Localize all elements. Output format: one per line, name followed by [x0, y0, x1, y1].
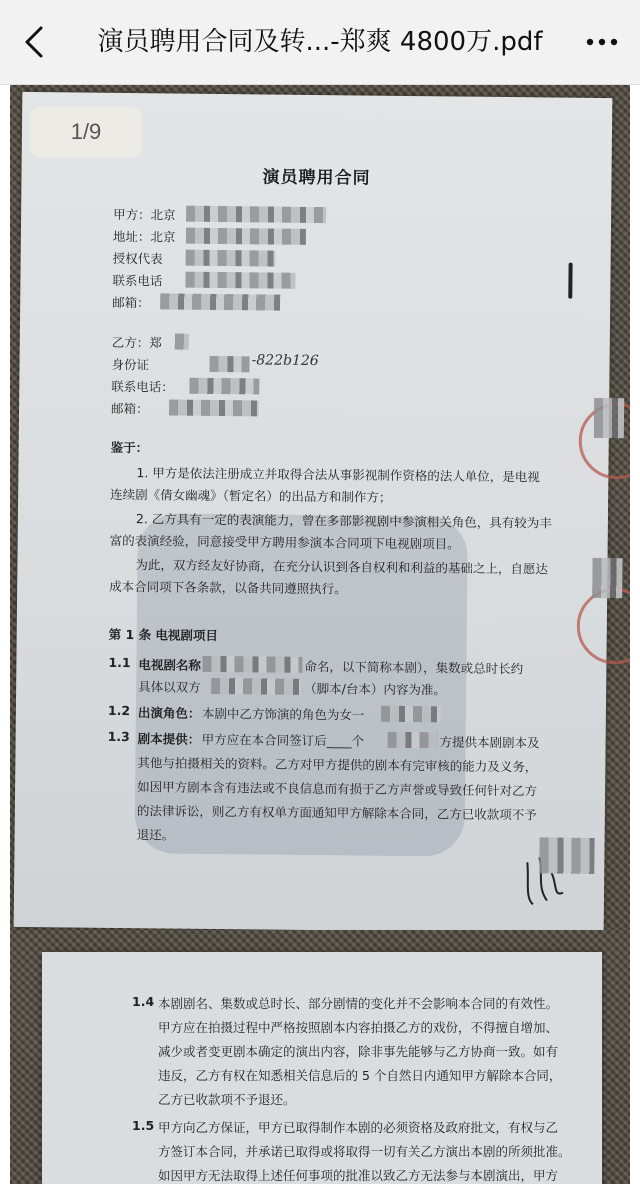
party-a-address-label: 地址：北京: [112, 228, 176, 245]
clause-1-1-text: 命名，以下简称本剧），集数或总时长约: [304, 658, 524, 677]
redaction-block: [169, 399, 259, 416]
clause-1-3-line-3: 如因甲方剧本含有违法或不良信息而有损于乙方声誉或导致任何针对乙方: [137, 779, 538, 799]
party-a-rep-label: 授权代表: [112, 250, 163, 267]
redaction-block: [189, 378, 259, 395]
party-b-name-label: 乙方：郑: [111, 334, 162, 351]
clause-1-5-number: 1.5: [132, 1118, 155, 1133]
clause-1-5-line-1: 甲方向乙方保证，甲方已取得制作本剧的必须资格及政府批文，有权与乙: [158, 1120, 559, 1135]
whereas-1-line-2: 连续剧《倩女幽魂》（暂定名）的出品方和制作方；: [110, 486, 392, 505]
article-1-heading: 第 1 条 电视剧项目: [108, 626, 219, 644]
pdf-page-1[interactable]: [10, 85, 630, 940]
clause-1-5-line-2: 方签订本合同，并承诺已取得或将取得一切有关乙方演出本剧的所须批准。: [158, 1144, 571, 1159]
clause-1-4-number: 1.4: [132, 994, 155, 1009]
redaction-block: [381, 706, 441, 723]
clause-1-1-line-2-end: （脚本/台本）内容为准。: [304, 680, 446, 698]
redaction-block: [175, 334, 189, 350]
clause-1-1-number: 1.1: [108, 654, 131, 671]
clause-1-4-line-3: 减少或者变更剧本确定的演出内容，除非事先能够与乙方协商一致。如有: [158, 1044, 559, 1059]
party-a-phone-label: 联系电话: [112, 272, 163, 289]
more-options-button[interactable]: [582, 26, 622, 58]
clause-1-5-line-3: 如因甲方无法取得上述任何事项的批准以致乙方无法参与本剧演出，甲方: [158, 1168, 559, 1183]
chevron-left-icon: [24, 25, 44, 59]
party-b-id-label: 身份证: [111, 356, 150, 373]
clause-1-3-line-5: 退还。: [136, 827, 175, 843]
clause-1-4-line-1: 本剧剧名、集数或总时长、部分剧情的变化并不会影响本合同的有效性。: [158, 996, 559, 1011]
pdf-viewer[interactable]: [0, 85, 640, 1184]
redaction-block: [211, 678, 301, 695]
party-a-name-label: 甲方：北京: [113, 206, 176, 223]
redaction-block: [186, 206, 326, 223]
red-seal-stamp: [576, 588, 630, 665]
whereas-2-line-1: 2. 乙方具有一定的表演能力，曾在多部影视剧中参演相关角色，具有较为丰: [135, 511, 552, 531]
party-b-phone-label: 联系电话：: [111, 378, 174, 395]
clause-1-2-label: 出演角色：: [137, 705, 201, 721]
redaction-block: [209, 356, 249, 372]
clause-1-3-line-1-end: 方提供本剧剧本及: [439, 734, 540, 751]
redaction-block: [388, 732, 438, 749]
clause-1-3-line-1: 甲方应在本合同签订后____个: [201, 731, 365, 749]
clause-1-3-number: 1.3: [107, 728, 130, 745]
party-b-email-label: 邮箱：: [111, 400, 149, 417]
redaction-block: [185, 272, 295, 289]
whereas-3-line-2: 成本合同项下各条款，以备共同遵照执行。: [109, 578, 347, 597]
contract-paper: [42, 952, 602, 1184]
pdf-page-2[interactable]: [10, 930, 630, 1184]
clause-1-4-line-2: 甲方应在拍摄过程中严格按照剧本内容拍摄乙方的戏份，不得擅自增加、: [158, 1020, 559, 1035]
contract-title: 演员聘用合同: [262, 167, 371, 189]
redaction-block: [186, 250, 276, 267]
clause-1-3-line-4: 的法律诉讼，则乙方有权单方面通知甲方解除本合同，乙方已收款项不予: [136, 803, 537, 823]
clause-1-2-number: 1.2: [107, 702, 131, 719]
clause-1-1-label: 电视剧名称: [138, 657, 201, 673]
whereas-3-line-1: 为此，双方经友好协商，在充分认识到各自权利和利益的基础之上，自愿达: [135, 557, 549, 577]
clause-1-1-line-2: 具体以双方: [138, 679, 201, 695]
pen-mark: [568, 263, 572, 299]
redaction-block: [592, 558, 622, 598]
clause-1-4-line-4: 违反，乙方有权在知悉相关信息后的 5 个自然日内通知甲方解除本合同，: [158, 1068, 562, 1083]
more-dots-icon: [586, 38, 618, 46]
clause-1-2-text: 本剧中乙方饰演的角色为女一: [201, 705, 365, 723]
redaction-block: [594, 398, 624, 438]
whereas-1-line-1: 1. 甲方是依法注册成立并取得合法从事影视制作资格的法人单位，是电视: [136, 465, 540, 485]
back-button[interactable]: [16, 22, 52, 62]
clause-1-3-line-2: 其他与拍摄相关的资料。乙方对甲方提供的剧本有完审核的能力及义务，: [137, 755, 538, 775]
clause-1-4-line-5: 乙方已收款项不予退还。: [158, 1092, 296, 1107]
whereas-heading: 鉴于：: [110, 439, 149, 456]
redaction-block: [539, 837, 594, 874]
redaction-block: [186, 228, 306, 245]
redaction-block: [202, 656, 302, 673]
party-a-email-label: 邮箱：: [112, 294, 150, 311]
document-title: 演员聘用合同及转...-郑爽 4800万.pdf: [97, 27, 543, 57]
redaction-block: [160, 293, 280, 310]
handwritten-id-number: -822b126: [251, 352, 319, 370]
contract-paper: [14, 92, 613, 933]
clause-1-3-label: 剧本提供：: [137, 731, 201, 747]
whereas-2-line-2: 富的表演经验，同意接受甲方聘用参演本合同项下电视剧项目。: [109, 532, 460, 552]
top-nav-bar: [0, 0, 640, 85]
page-indicator: 1/9: [30, 107, 142, 157]
